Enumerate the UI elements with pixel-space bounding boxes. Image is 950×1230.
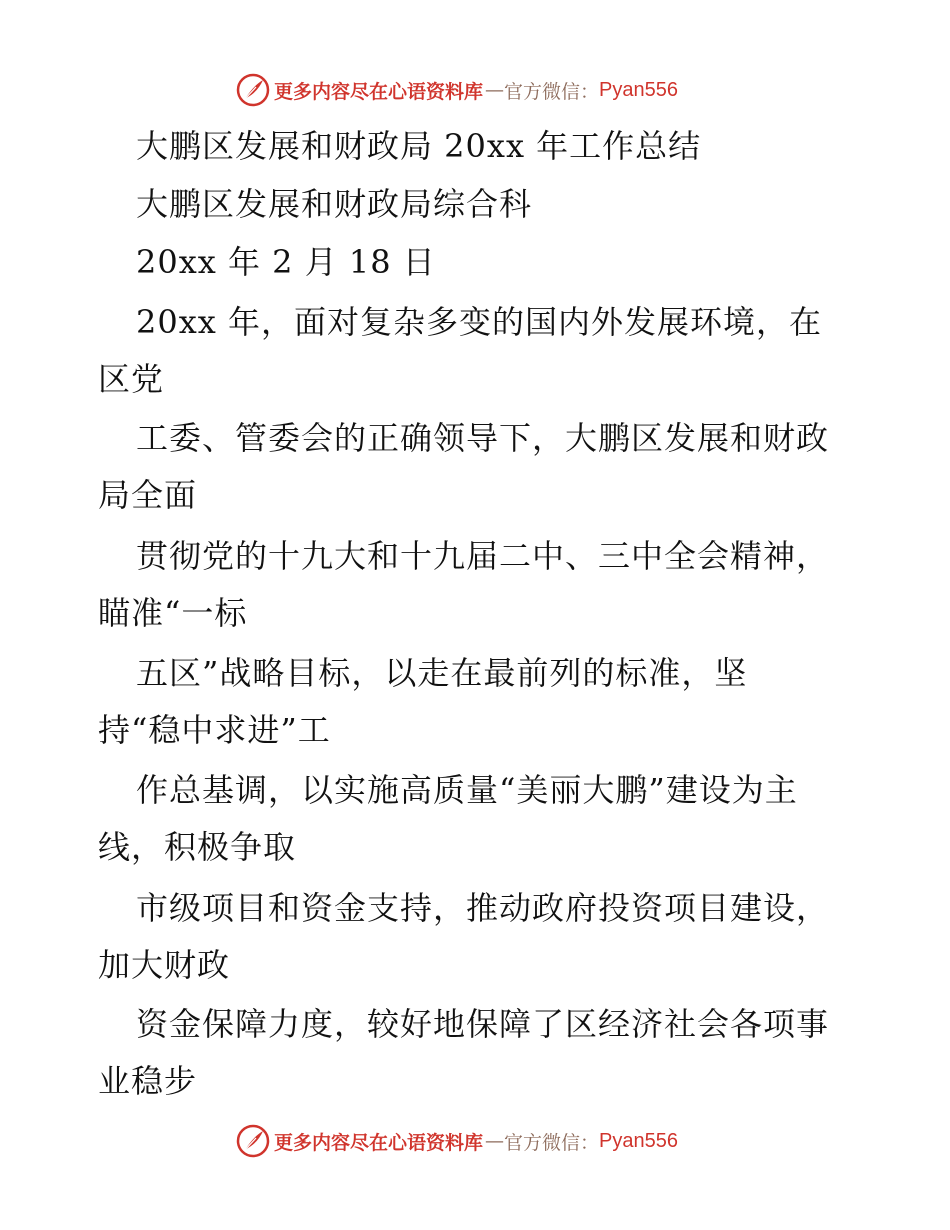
paragraph-line: 线，积极争取 [98, 828, 297, 866]
watermark-wechat-id: Pyan556 [599, 1129, 678, 1152]
paragraph-line: 贯彻党的十九大和十九届二中、三中全会精神， [136, 537, 830, 575]
paragraph-line: 业稳步 [98, 1062, 198, 1100]
watermark-wechat-label: 官方微信： [504, 1131, 600, 1154]
paragraph-line: 局全面 [98, 476, 198, 514]
paragraph-line: 瞄准“一标 [98, 594, 248, 632]
paragraph-line: 加大财政 [98, 946, 231, 984]
feather-pen-logo-icon [236, 1124, 270, 1158]
document-department: 大鹏区发展和财政局综合科 [136, 185, 533, 223]
paragraph-line: 五区”战略目标，以走在最前列的标准，坚 [136, 654, 748, 692]
watermark-wechat-id: Pyan556 [599, 78, 678, 101]
paragraph-line: 20xx 年，面对复杂多变的国内外发展环境，在 [136, 303, 822, 341]
paragraph-line: 持“稳中求进”工 [98, 711, 331, 749]
watermark-separator: — [485, 79, 505, 101]
header-watermark [236, 72, 678, 108]
paragraph-line: 区党 [98, 360, 165, 398]
paragraph-line: 市级项目和资金支持，推动政府投资项目建设， [136, 889, 830, 927]
watermark-text: 更多内容尽在心语资料库 [274, 80, 484, 103]
paragraph-line: 资金保障力度，较好地保障了区经济社会各项事 [136, 1005, 830, 1043]
watermark-wechat-label: 官方微信： [504, 80, 600, 103]
feather-pen-logo-icon [236, 73, 270, 107]
footer-watermark [236, 1123, 678, 1159]
document-title: 大鹏区发展和财政局 20xx 年工作总结 [136, 127, 702, 165]
paragraph-line: 作总基调，以实施高质量“美丽大鹏”建设为主 [136, 771, 798, 809]
watermark-separator: — [485, 1130, 505, 1152]
document-date: 20xx 年 2 月 18 日 [136, 243, 436, 281]
watermark-text: 更多内容尽在心语资料库 [274, 1131, 484, 1154]
paragraph-line: 工委、管委会的正确领导下，大鹏区发展和财政 [136, 419, 830, 457]
